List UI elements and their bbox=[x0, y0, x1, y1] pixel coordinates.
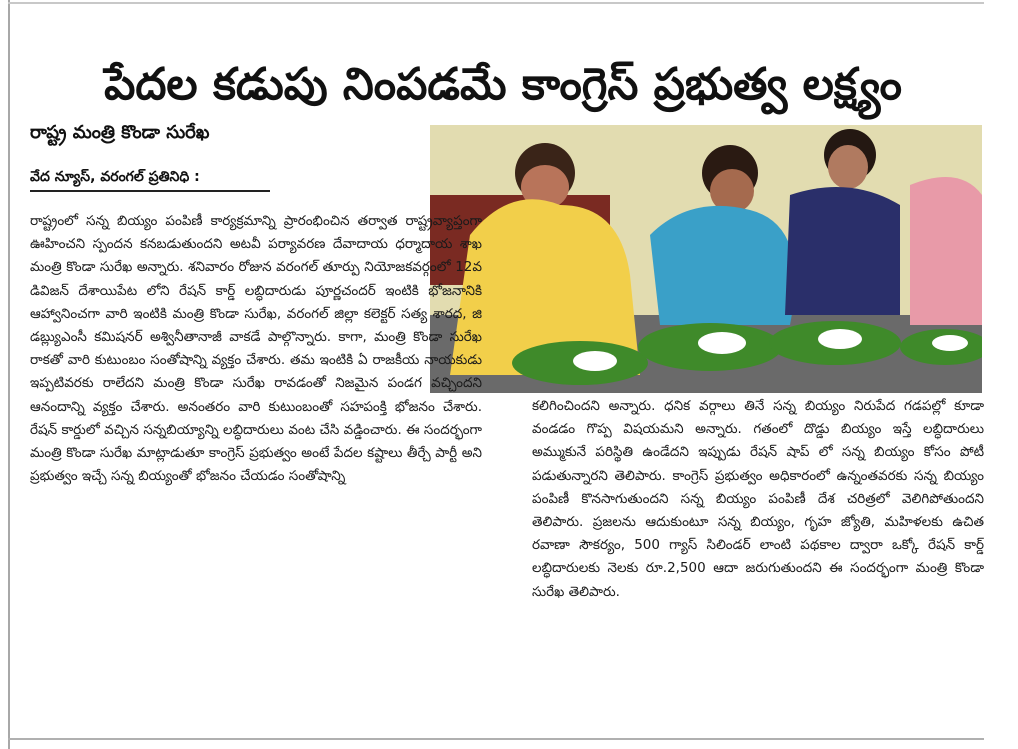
photo-rice-3 bbox=[818, 329, 862, 349]
news-photo-illustration bbox=[430, 125, 982, 393]
page-border-bottom bbox=[8, 738, 984, 740]
photo-rice-1 bbox=[573, 351, 617, 371]
page-border-left bbox=[8, 0, 10, 749]
article-body-column-2: కలిగించిందని అన్నారు. ధనిక వర్గాలు తినే సన్న బియ్యం నిరుపేద గడపల్లో కూడా వండడం గొప్ప విషయమని అన్నారు. గతంలో దొడ్డు బియ్యం ఇస్తే లబ్ధిదారులు అమ్ముకునే పరిస్థితి ఉండేదని ఇప్పుడు రేషన్ షాప్ లో సన్న బియ్యం కోసం పోటీ పడుతున్నారని తెలిపారు. కాంగ్రెస్ ప్రభుత్వం అధికారంలో ఉన్నంతవరకు సన్న బియ్యం పంపిణీ కొనసాగుతుందని సన్న బియ్యం పంపిణీ దేశ చరిత్రలో వెలిగిపోతుందని తెలిపారు. ప్రజలను ఆదుకుంటూ సన్న బియ్యం, గృహ జ్యోతి, మహిళలకు ఉచిత రవాణా సౌకర్యం, 500 గ్యాస్ సిలిండర్ లాంటి పథకాల ద్వారా ఒక్కో రేషన్ కార్డ్ లబ్ధిదారులకు నెలకు రూ.2,500 ఆదా జరుగుతుందని ఈ సందర్భంగా మంత్రి కొండా సురేఖ తెలిపారు. bbox=[532, 398, 984, 600]
article-body-column-1: రాష్ట్రంలో సన్న బియ్యం పంపిణీ కార్యక్రమాన్ని ప్రారంభించిన తర్వాత రాష్ట్రవ్యాప్తంగా ఊహించని స్పందన కనబడుతుందని అటవీ పర్యావరణ దేవాదాయ ధర్మాదాయ శాఖ మంత్రి కొండా సురేఖ అన్నారు. శనివారం రోజున వరంగల్ తూర్పు నియోజకవర్గంలో 12వ డివిజన్ దేశాయిపేట లోని రేషన్ కార్డ్ లబ్ధిదారుడు పూర్ణచందర్ ఇంటికి భోజనానికి ఆహ్వానించగా వారి ఇంటికి మంత్రి కొండా సురేఖ, వరంగల్ జిల్లా కలెక్టర్ సత్య శారద, జి డబ్ల్యుఎంసీ కమిషనర్ అశ్వినీతానాజీ వాకడే పాల్గొన్నారు. కాగా, మంత్రి కొండా సురేఖ రాకతో వారి కుటుంబం సంతోషాన్ని వ్యక్తం చేశారు. తమ ఇంటికి ఏ రాజకీయ నాయకుడు ఇప్పటివరకు రాలేదని మంత్రి కొండా సురేఖ రావడంతో నిజమైన పండగ వచ్చిందని ఆనందాన్ని వ్యక్తం చేశారు. అనంతరం వారి కుటుంబంతో సహపంక్తి భోజనం చేశారు. రేషన్ కార్డులో వచ్చిన సన్నబియ్యాన్ని లబ్ధిదారులు వంట చేసి వడ్డించారు. ఈ సందర్భంగా మంత్రి కొండా సురేఖ మాట్లాడుతూ కాంగ్రెస్ ప్రభుత్వం అంటే పేదల కష్టాలు తీర్చే పార్టీ అని ప్రభుత్వం ఇచ్చే సన్న బియ్యంతో భోజనం చేయడం సంతోషాన్ని bbox=[30, 213, 482, 485]
news-photo bbox=[430, 125, 982, 393]
page-border-top bbox=[8, 2, 984, 4]
photo-rice-4 bbox=[932, 335, 968, 351]
article-subheadline: రాష్ట్ర మంత్రి కొండా సురేఖ bbox=[30, 122, 210, 143]
photo-person-navy-saree bbox=[785, 187, 900, 315]
photo-person-pink bbox=[910, 177, 982, 325]
article-headline: పేదల కడుపు నింపడమే కాంగ్రెస్ ప్రభుత్వ లక్ష్యం bbox=[104, 59, 902, 111]
photo-rice-2 bbox=[698, 332, 746, 354]
photo-person-teal-saree bbox=[650, 206, 795, 325]
article-dateline: వేద న్యూస్, వరంగల్ ప్రతినిధి : bbox=[30, 166, 270, 192]
photo-person-navy-face bbox=[828, 145, 868, 189]
